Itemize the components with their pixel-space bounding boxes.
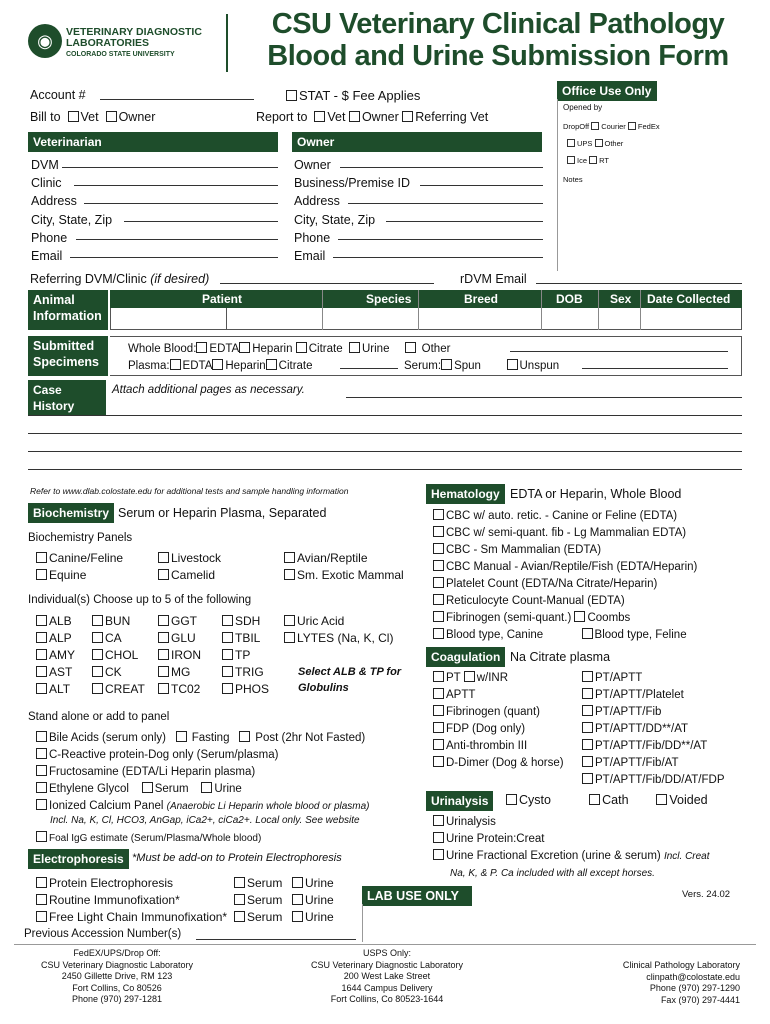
alt-checkbox[interactable] (36, 683, 47, 694)
logo-text: VETERINARY DIAGNOSTIC LABORATORIES COLORADO STATE UNIVERSITY (66, 26, 202, 58)
pl-citrate-checkbox[interactable] (266, 359, 277, 370)
footer-col1: FedEX/UPS/Drop Off: CSU Veterinary Diagnostic Laboratory 2450 Gillette Drive, RM 123 Fort Collins, Co 80526 Phone (970) 297-1281 (40, 948, 194, 1004)
urine-checkbox[interactable] (349, 342, 360, 353)
specimens-title: Submitted Specimens (28, 336, 108, 376)
pe-serum-checkbox[interactable] (234, 877, 245, 888)
coag-left: PT w/INR APTT Fibrinogen (quant) FDP (Dog only) Anti-thrombin III D-Dimer (Dog & horse) (433, 670, 564, 772)
foal-row: Foal IgG estimate (Serum/Plasma/Whole blood) (36, 831, 261, 844)
wb-heparin-checkbox[interactable] (239, 342, 250, 353)
coombs-checkbox[interactable] (574, 611, 585, 622)
flc-urine-checkbox[interactable] (292, 911, 303, 922)
ionized-row: Ionized Calcium Panel (Anaerobic Li Heparin whole blood or plasma) (36, 799, 370, 812)
eg-serum-checkbox[interactable] (142, 782, 153, 793)
cath-checkbox[interactable] (589, 794, 600, 805)
animal-header-bar: Patient Species Breed DOB Sex Date Collected (110, 290, 742, 308)
urinalysis-checkbox[interactable] (433, 815, 444, 826)
panel-col1: Canine/Feline Equine (36, 550, 123, 584)
ind-col5: Uric Acid LYTES (Na, K, Cl) (284, 613, 393, 647)
tp-checkbox[interactable] (222, 649, 233, 660)
case-line-1[interactable] (346, 397, 742, 398)
blood-feline-checkbox[interactable] (582, 628, 593, 639)
case-line-4[interactable] (28, 451, 742, 452)
ice-row: Ice RT (567, 156, 609, 165)
cbc-manual-checkbox[interactable] (433, 560, 444, 571)
bun-checkbox[interactable] (92, 615, 103, 626)
other-checkbox[interactable] (595, 139, 603, 147)
courier-checkbox[interactable] (628, 122, 636, 130)
fructo-row: Fructosamine (EDTA/Li Heparin plasma) (36, 765, 255, 778)
equine-checkbox[interactable] (36, 569, 47, 580)
uri-note: Na, K, & P. Ca included with all except horses. (450, 868, 655, 879)
report-owner-checkbox[interactable] (349, 111, 360, 122)
lytes-checkbox[interactable] (284, 632, 295, 643)
ionized-checkbox[interactable] (36, 799, 47, 810)
refer-note: Refer to www.dlab.colostate.edu for additional tests and sample handling information (30, 486, 349, 496)
immunofix-checkbox[interactable] (36, 894, 47, 905)
bio-sub: Serum or Heparin Plasma, Separated (118, 506, 327, 520)
owner-phone-input[interactable] (338, 239, 543, 240)
referring-input[interactable] (220, 283, 434, 284)
coag-sub: Na Citrate plasma (510, 650, 611, 664)
livestock-checkbox[interactable] (158, 552, 169, 563)
animal-info-row[interactable] (110, 308, 742, 330)
pl-heparin-checkbox[interactable] (212, 359, 223, 370)
ind-col4: SDH TBIL TP TRIG PHOS (222, 613, 269, 698)
if-serum-checkbox[interactable] (234, 894, 245, 905)
mg-checkbox[interactable] (158, 666, 169, 677)
bile-row: Bile Acids (serum only) Fasting Post (2hr Not Fasted) (36, 731, 365, 744)
panel-col2: Livestock Camelid (158, 550, 221, 584)
hema-items: CBC w/ auto. retic. - Canine or Feline (EDTA) CBC w/ semi-quant. fib - Lg Mammalian EDTA) CBC - Sm Mammalian (EDTA) CBC Manual - Avian/Reptile/Fish (EDTA/Heparin) Platelet Count (EDTA/Na Citrate/Heparin) Reticulocyte Count-Manual (EDTA) Fibrinogen (semi-quant.) Coombs Blood type, Canine Blood type, Feline (433, 508, 697, 644)
owner-email-input[interactable] (333, 257, 543, 258)
other-spec-input[interactable] (510, 351, 728, 352)
standalone-label: Stand alone or add to panel (28, 711, 170, 723)
unspun-checkbox[interactable] (507, 359, 518, 370)
csu-logo: ◉ (28, 24, 62, 58)
biochemistry-title: Biochemistry (28, 503, 114, 523)
ggt-checkbox[interactable] (158, 615, 169, 626)
foal-checkbox[interactable] (36, 831, 47, 842)
sdh-checkbox[interactable] (222, 615, 233, 626)
protein-electro-checkbox[interactable] (36, 877, 47, 888)
referring-label: Referring DVM/Clinic (if desired) (30, 272, 210, 286)
eg-urine-checkbox[interactable] (201, 782, 212, 793)
fibrinogen-sq-checkbox[interactable] (433, 611, 444, 622)
coagulation-title: Coagulation (426, 647, 505, 667)
header-divider (226, 14, 228, 72)
cysto-checkbox[interactable] (506, 794, 517, 805)
electro-urine: Urine Urine Urine (292, 875, 334, 926)
pt-checkbox[interactable] (433, 671, 444, 682)
ionized-incl: Incl. Na, K, Cl, HCO3, AnGap, iCa2+, ciCa2+. Local only. See website (50, 815, 360, 826)
account-input[interactable] (100, 99, 254, 100)
vet-address-input[interactable] (84, 203, 278, 204)
camelid-checkbox[interactable] (158, 569, 169, 580)
case-line-3[interactable] (28, 433, 742, 434)
animal-info-title: Animal Information (28, 290, 108, 330)
bio-panels-label: Biochemistry Panels (28, 532, 133, 544)
prev-accession-input[interactable] (196, 939, 356, 940)
footer-col2: USPS Only: CSU Veterinary Diagnostic Laboratory 200 West Lake Street 1644 Campus Delivery Fort Collins, Co 80523-1644 (310, 948, 464, 1004)
inr-checkbox[interactable] (464, 671, 475, 682)
report-refvet-checkbox[interactable] (402, 111, 413, 122)
bile-checkbox[interactable] (36, 731, 47, 742)
ddimer-checkbox[interactable] (433, 756, 444, 767)
ups-row: UPS Other (567, 139, 623, 148)
voided-checkbox[interactable] (656, 794, 667, 805)
whole-blood-row: Whole Blood: EDTA Heparin Citrate Urine Other (128, 343, 451, 355)
spun-checkbox[interactable] (441, 359, 452, 370)
fasting-checkbox[interactable] (176, 731, 187, 742)
report-vet-checkbox[interactable] (314, 111, 325, 122)
pt-aptt-plt-checkbox[interactable] (582, 688, 593, 699)
iron-checkbox[interactable] (158, 649, 169, 660)
version: Vers. 24.02 (682, 889, 731, 900)
rdvm-email-input[interactable] (536, 283, 742, 284)
pt-aptt-checkbox[interactable] (582, 671, 593, 682)
report-to-row: Report to Vet Owner Referring Vet (256, 110, 489, 124)
flc-serum-checkbox[interactable] (234, 911, 245, 922)
owner-city-input[interactable] (386, 221, 543, 222)
case-history-title: Case History (28, 380, 106, 416)
hematology-title: Hematology (426, 484, 505, 504)
electro-items: Protein Electrophoresis Routine Immunofixation* Free Light Chain Immunofixation* (36, 875, 227, 926)
ufe-checkbox[interactable] (433, 849, 444, 860)
plasma-row: Plasma: EDTA Heparin Citrate (128, 360, 313, 372)
case-note: Attach additional pages as necessary. (112, 384, 305, 396)
ice-checkbox[interactable] (567, 156, 575, 164)
case-line-5[interactable] (28, 469, 742, 470)
lab-use-box (362, 904, 742, 942)
other-spec-checkbox[interactable] (405, 342, 416, 353)
phos-checkbox[interactable] (222, 683, 233, 694)
chol-checkbox[interactable] (92, 649, 103, 660)
premise-input[interactable] (420, 185, 543, 186)
tbil-checkbox[interactable] (222, 632, 233, 643)
fructo-checkbox[interactable] (36, 765, 47, 776)
ind-col1: ALB ALP AMY AST ALT (36, 613, 75, 698)
pl-edta-checkbox[interactable] (170, 359, 181, 370)
owner-fields: Owner Business/Premise ID Address City, State, Zip Phone Email (294, 158, 411, 264)
retic-checkbox[interactable] (433, 594, 444, 605)
fdp-checkbox[interactable] (433, 722, 444, 733)
uri-items: Urinalysis Urine Protein:Creat Urine Fractional Excretion (urine & serum) Incl. Creat (433, 814, 710, 865)
electro-note: *Must be add-on to Protein Electrophoresis (132, 852, 342, 864)
footer-col3: Clinical Pathology Laboratory clinpath@colostate.edu Phone (970) 297-1290 Fax (970) 297-4441 (622, 960, 740, 1005)
pt-aptt-full-checkbox[interactable] (582, 773, 593, 784)
wb-edta-checkbox[interactable] (196, 342, 207, 353)
bill-owner-checkbox[interactable] (106, 111, 117, 122)
creat-checkbox[interactable] (92, 683, 103, 694)
glu-checkbox[interactable] (158, 632, 169, 643)
prev-accession-label: Previous Accession Number(s) (24, 928, 182, 940)
fib-quant-checkbox[interactable] (433, 705, 444, 716)
blood-canine-checkbox[interactable] (433, 628, 444, 639)
cbc-sm-checkbox[interactable] (433, 543, 444, 554)
crp-checkbox[interactable] (36, 748, 47, 759)
pt-aptt-fib-at-checkbox[interactable] (582, 756, 593, 767)
alb-checkbox[interactable] (36, 615, 47, 626)
exotic-checkbox[interactable] (284, 569, 295, 580)
vet-fields: DVM Clinic Address City, State, Zip Phone Email (31, 158, 113, 264)
at3-checkbox[interactable] (433, 739, 444, 750)
owner-title: Owner (292, 132, 542, 152)
vet-email-input[interactable] (70, 257, 278, 258)
bill-vet-checkbox[interactable] (68, 111, 79, 122)
electro-serum: Serum Serum Serum (234, 875, 282, 926)
ck-checkbox[interactable] (92, 666, 103, 677)
owner-address-input[interactable] (348, 203, 543, 204)
tc02-checkbox[interactable] (158, 683, 169, 694)
veterinarian-title: Veterinarian (28, 132, 278, 152)
account-label: Account # (30, 88, 86, 102)
stat-checkbox[interactable] (286, 90, 297, 101)
wb-citrate-checkbox[interactable] (296, 342, 307, 353)
alp-checkbox[interactable] (36, 632, 47, 643)
ca-checkbox[interactable] (92, 632, 103, 643)
panel-col3: Avian/Reptile Sm. Exotic Mammal (284, 550, 404, 584)
rdvm-email-label: rDVM Email (460, 272, 527, 286)
ind-col3: GGT GLU IRON MG TC02 (158, 613, 201, 698)
select-note: Select ALB & TP for Globulins (298, 666, 402, 694)
ethylene-checkbox[interactable] (36, 782, 47, 793)
flc-checkbox[interactable] (36, 911, 47, 922)
dropoff-row: DropOff Courier FedEx (563, 122, 660, 131)
stat-row: STAT - $ Fee Applies (286, 88, 420, 103)
urinalysis-title: Urinalysis (426, 791, 493, 811)
vet-phone-input[interactable] (76, 239, 278, 240)
upc-checkbox[interactable] (433, 832, 444, 843)
cbc-retic-checkbox[interactable] (433, 509, 444, 520)
pt-aptt-fib-checkbox[interactable] (582, 705, 593, 716)
electrophoresis-title: Electrophoresis (28, 849, 129, 869)
pt-aptt-fib-dd-at-checkbox[interactable] (582, 739, 593, 750)
ind-col2: BUN CA CHOL CK CREAT (92, 613, 145, 698)
dropoff-checkbox[interactable] (591, 122, 599, 130)
ast-checkbox[interactable] (36, 666, 47, 677)
platelet-checkbox[interactable] (433, 577, 444, 588)
coag-right: PT/APTT PT/APTT/Platelet PT/APTT/Fib PT/APTT/DD**/AT PT/APTT/Fib/DD**/AT PT/APTT/Fib/AT PT/APTT/Fib/DD/AT/FDP (582, 670, 725, 789)
owner-input[interactable] (340, 167, 543, 168)
amy-checkbox[interactable] (36, 649, 47, 660)
crp-row: C-Reactive protein-Dog only (Serum/plasma) (36, 748, 278, 761)
trig-checkbox[interactable] (222, 666, 233, 677)
plasma-input[interactable] (340, 368, 398, 369)
uri-methods: Cysto Cath Voided (506, 793, 708, 807)
individual-label: Individual(s) Choose up to 5 of the following (28, 594, 252, 606)
cbc-fib-checkbox[interactable] (433, 526, 444, 537)
lab-use-title: LAB USE ONLY (362, 886, 472, 906)
post-checkbox[interactable] (239, 731, 250, 742)
avian-checkbox[interactable] (284, 552, 295, 563)
notes-label: Notes (563, 175, 583, 184)
bill-to-row: Bill to Vet Owner (30, 110, 156, 124)
serum-input[interactable] (582, 368, 728, 369)
uric-checkbox[interactable] (284, 615, 295, 626)
pe-urine-checkbox[interactable] (292, 877, 303, 888)
dvm-input[interactable] (62, 167, 278, 168)
case-line-2[interactable] (28, 415, 742, 416)
ethylene-row: Ethylene Glycol Serum Urine (36, 782, 242, 795)
aptt-checkbox[interactable] (433, 688, 444, 699)
rt-checkbox[interactable] (589, 156, 597, 164)
pt-aptt-dd-at-checkbox[interactable] (582, 722, 593, 733)
opened-by: Opened by (563, 103, 603, 112)
hema-sub: EDTA or Heparin, Whole Blood (510, 487, 682, 501)
serum-row: Serum: Spun Unspun (404, 360, 560, 372)
if-urine-checkbox[interactable] (292, 894, 303, 905)
footer-divider (14, 944, 756, 945)
office-use-title: Office Use Only (557, 81, 657, 101)
canine-checkbox[interactable] (36, 552, 47, 563)
ups-checkbox[interactable] (567, 139, 575, 147)
vet-city-input[interactable] (124, 221, 278, 222)
clinic-input[interactable] (74, 185, 278, 186)
page-title: CSU Veterinary Clinical Pathology Blood and Urine Submission Form (267, 8, 729, 72)
